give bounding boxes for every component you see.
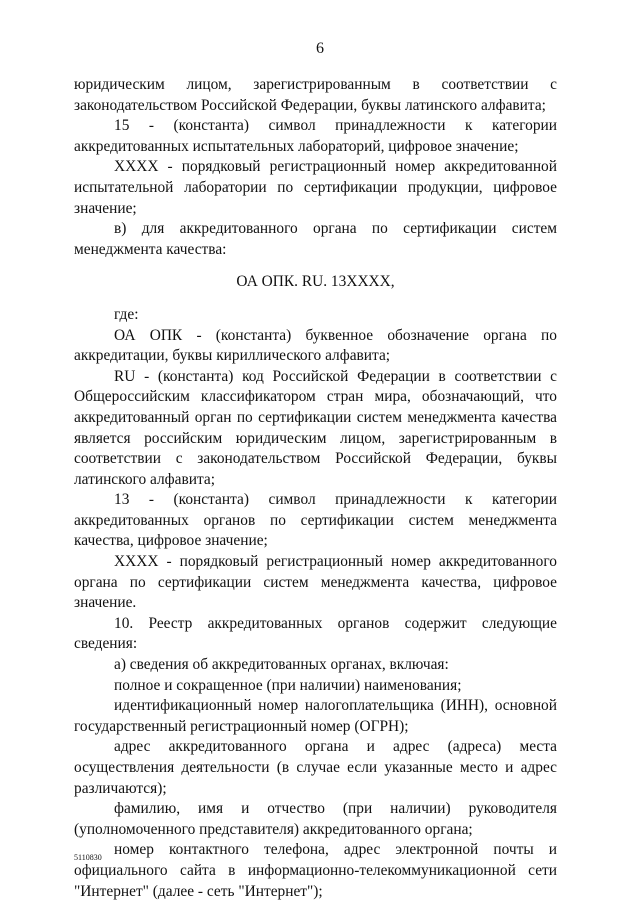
paragraph: XXXX - порядковый регистрационный номер аккредитованного органа по сертификации систем менеджмента качества, цифровое значение. [74,553,557,612]
page-number: 6 [316,40,324,57]
paragraph: идентификационный номер налогоплательщика (ИНН), основной государственный регистрационный номер (ОГРН); [74,697,557,735]
paragraph: а) сведения об аккредитованных органах, включая: [114,656,449,674]
paragraph: XXXX - порядковый регистрационный номер аккредитованной испытательной лаборатории по сертификации продукции, цифровое значение; [74,158,557,217]
paragraph: полное и сокращенное (при наличии) наименования; [114,676,462,694]
paragraph: адрес аккредитованного органа и адрес (адреса) места осуществления деятельности (в случае если указанные место и адрес различаются); [74,738,557,797]
paragraph: 13 - (константа) символ принадлежности к категории аккредитованных органов по сертификации систем менеджмента качества, цифровое значение; [74,491,557,550]
paragraph: RU - (константа) код Российской Федерации в соответствии с Общероссийским классификатором стран мира, обозначающий, что аккредитованный орган по сертификации систем менеджмента качества является российским юридическим лицом, зарегистрированным в соответствии с законодательством Российской Федерации, буквы латинского алфавита; [74,367,557,488]
paragraph: номер контактного телефона, адрес электронной почты и официального сайта в информационно-телекоммуникационной сети "Интернет" (далее - сеть "Интернет"); [74,841,557,900]
paragraph: юридическим лицом, зарегистрированным в соответствии с законодательством Российской Федерации, буквы латинского алфавита; [74,76,557,114]
paragraph: фамилию, имя и отчество (при наличии) руководителя (уполномоченного представителя) аккредитованного органа; [74,800,557,838]
formula-line: ОА ОПК. RU. 13XXXX, [236,273,395,291]
paragraph: 10. Реестр аккредитованных органов содержит следующие сведения: [74,614,557,653]
document-body [74,75,557,902]
document-code: 5110830 [74,853,102,862]
paragraph: 15 - (константа) символ принадлежности к категории аккредитованных испытательных лабораторий, цифровое значение; [74,117,557,155]
paragraph: ОА ОПК - (константа) буквенное обозначение органа по аккредитации, буквы кириллического алфавита; [74,326,557,365]
paragraph: в) для аккредитованного органа по сертификации систем менеджмента качества: [74,220,557,258]
paragraph: где: [114,305,139,323]
